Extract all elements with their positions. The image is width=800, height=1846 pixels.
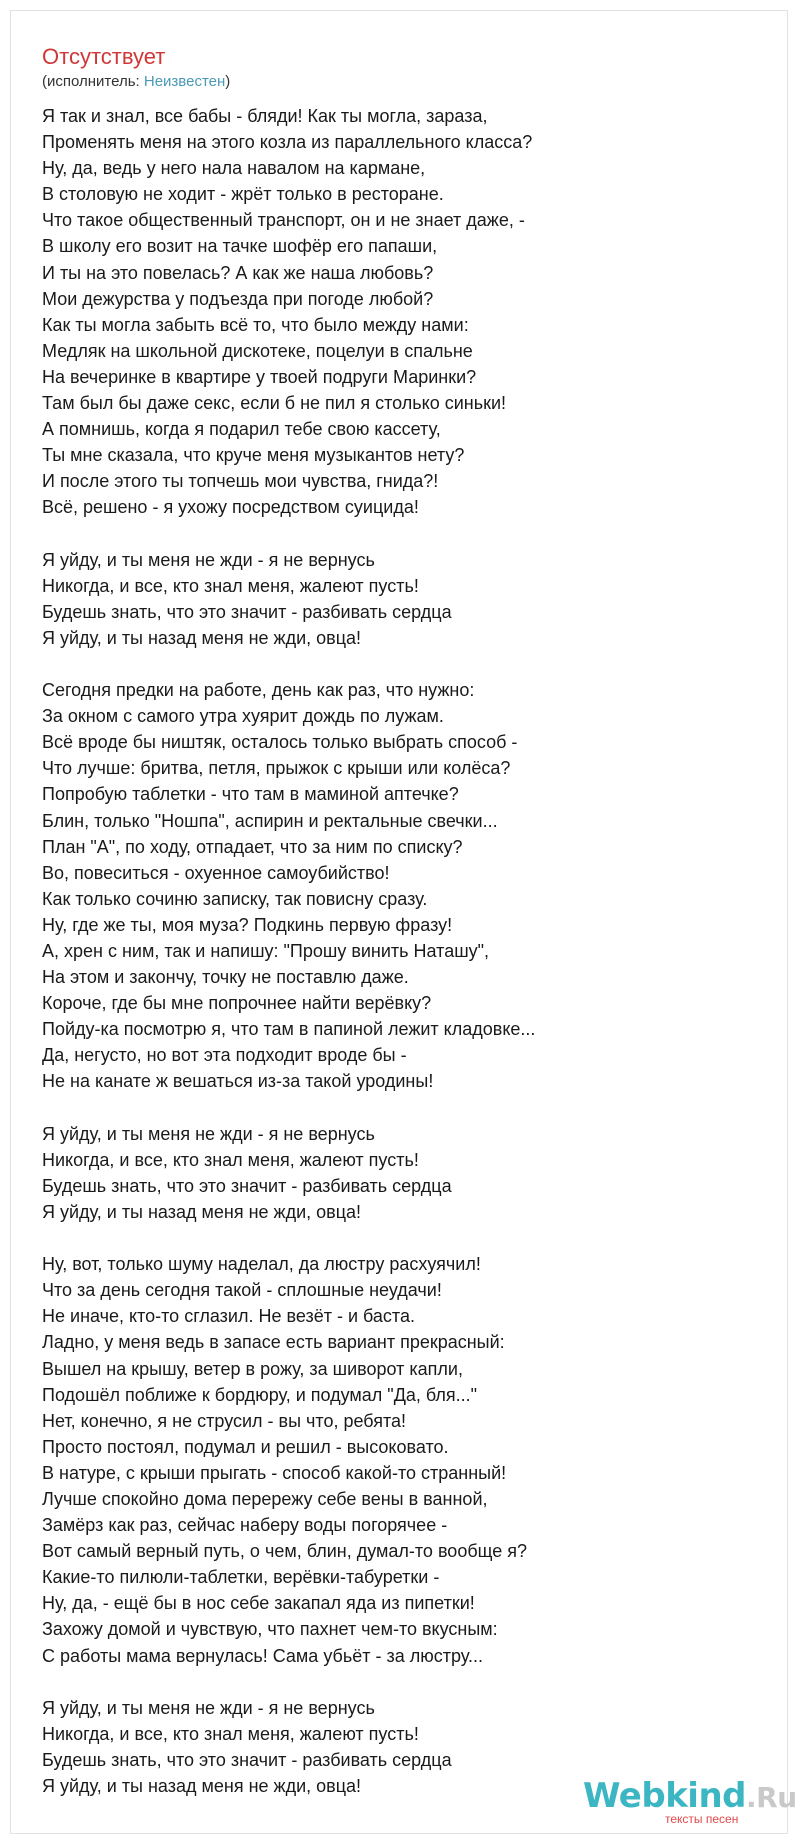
lyric-line: Я уйду, и ты меня не жди - я не вернусь [42, 1123, 375, 1144]
song-title: Отсутствует [42, 44, 166, 69]
chorus-stanza [42, 1121, 772, 1225]
lyric-line: Что такое общественный транспорт, он и не знает даже, - [42, 210, 525, 231]
lyric-line: Будешь знать, что это значит - разбивать сердца [42, 601, 452, 622]
lyric-line: Короче, где бы мне попрочнее найти верёвку? [42, 993, 432, 1014]
lyric-line: Захожу домой и чувствую, что пахнет чем-то вкусным: [42, 1619, 498, 1640]
lyric-line: Ну, да, ведь у него нала навалом на кармане, [42, 158, 426, 179]
chorus-stanza [42, 547, 772, 651]
lyric-line: Что лучше: бритва, петля, прыжок с крыши или колёса? [42, 758, 511, 779]
lyric-line: Будешь знать, что это значит - разбивать сердца [42, 1749, 452, 1770]
lyric-line: Ну, где же ты, моя муза? Подкинь первую фразу! [42, 914, 453, 935]
lyric-line: Там был бы даже секс, если б не пил я столько синьки! [42, 393, 507, 414]
lyric-line: Я уйду, и ты назад меня не жди, овца! [42, 1776, 362, 1796]
lyric-line: Ну, вот, только шуму наделал, да люстру расхуячил! [42, 1254, 481, 1275]
lyric-line: Пойду-ка посмотрю я, что там в папиной лежит кладовке... [42, 1019, 536, 1040]
lyric-line: Да, негусто, но вот эта подходит вроде бы - [42, 1045, 407, 1066]
lyric-line: Как только сочиню записку, так повисну сразу. [42, 888, 428, 909]
lyric-line: Во, повеситься - охуенное самоубийство! [42, 862, 390, 883]
lyric-line: Лучше спокойно дома перережу себе вены в ванной, [42, 1488, 488, 1509]
lyric-line: С работы мама вернулась! Сама убьёт - за люстру... [42, 1645, 483, 1666]
lyrics-block [42, 103, 772, 1825]
artist-line [42, 72, 230, 92]
lyric-line: А помнишь, когда я подарил тебе свою кассету, [42, 419, 441, 440]
lyric-line: Я уйду, и ты меня не жди - я не вернусь [42, 549, 375, 570]
verse-stanza [42, 677, 772, 1095]
lyric-line: А, хрен с ним, так и напишу: "Прошу винить Наташу", [42, 941, 490, 961]
lyric-line: Сегодня предки на работе, день как раз, что нужно: [42, 680, 475, 701]
lyric-line: Какие-то пилюли-таблетки, верёвки-табуретки - [42, 1567, 440, 1588]
lyric-line: Блин, только "Ношпа", аспирин и ректальные свечки... [42, 810, 498, 831]
lyric-line: Не на канате ж вешаться из-за такой уродины! [42, 1071, 434, 1092]
lyric-line: Вышел на крышу, ветер в рожу, за шиворот капли, [42, 1358, 463, 1379]
logo-brand: Webkind [583, 1776, 746, 1816]
lyric-line: В натуре, с крыши прыгать - способ какой-то странный! [42, 1462, 507, 1483]
lyric-line: В столовую не ходит - жрёт только в ресторане. [42, 184, 444, 205]
lyric-line: План "А", по ходу, отпадает, что за ним по списку? [42, 836, 463, 857]
lyric-line: На вечеринке в квартире у твоей подруги Маринки? [42, 366, 477, 387]
lyric-line: Всё вроде бы ништяк, осталось только выбрать способ - [42, 732, 518, 753]
lyric-line: И после этого ты топчешь мои чувства, гнида?! [42, 471, 439, 492]
lyric-line: Замёрз как раз, сейчас наберу воды погорячее - [42, 1515, 448, 1536]
logo-tagline: тексты песен [665, 1812, 739, 1826]
lyric-line: Попробую таблетки - что там в маминой аптечке? [42, 784, 459, 805]
lyric-line: Что за день сегодня такой - сплошные неудачи! [42, 1280, 442, 1301]
lyric-line: Нет, конечно, я не струсил - вы что, ребята! [42, 1410, 407, 1431]
verse-stanza [42, 103, 772, 521]
webkind-logo [583, 1776, 797, 1826]
lyric-line: На этом и закончу, точку не поставлю даже. [42, 967, 409, 988]
lyric-line: Я так и знал, все бабы - бляди! Как ты могла, зараза, [42, 106, 488, 126]
lyric-line: Никогда, и все, кто знал меня, жалеют пусть! [42, 575, 419, 596]
verse-stanza [42, 1251, 772, 1669]
lyric-line: Просто постоял, подумал и решил - высоковато. [42, 1436, 449, 1457]
lyric-line: Будешь знать, что это значит - разбивать сердца [42, 1175, 452, 1196]
logo-tld: .Ru [746, 1781, 797, 1814]
lyric-line: В школу его возит на тачке шофёр его папаши, [42, 236, 438, 257]
lyric-line: Я уйду, и ты меня не жди - я не вернусь [42, 1697, 375, 1718]
lyric-line: Никогда, и все, кто знал меня, жалеют пусть! [42, 1149, 419, 1170]
lyric-line: За окном с самого утра хуярит дождь по лужам. [42, 706, 444, 727]
artist-label: (исполнитель: [42, 73, 144, 90]
lyric-line: И ты на это повелась? А как же наша любовь? [42, 262, 434, 283]
lyric-line: Ладно, у меня ведь в запасе есть вариант прекрасный: [42, 1332, 505, 1353]
artist-close-paren: ) [225, 73, 231, 90]
logo-wordmark [583, 1778, 797, 1816]
lyric-line: Как ты могла забыть всё то, что было между нами: [42, 314, 469, 335]
lyric-line: Никогда, и все, кто знал меня, жалеют пусть! [42, 1723, 419, 1744]
lyric-line: Подошёл поближе к бордюру, и подумал "Да, бля..." [42, 1384, 478, 1405]
lyric-line: Всё, решено - я ухожу посредством суицида! [42, 497, 419, 518]
lyric-line: Променять меня на этого козла из параллельного класса? [42, 132, 533, 153]
lyric-line: Я уйду, и ты назад меня не жди, овца! [42, 627, 362, 648]
lyric-line: Вот самый верный путь, о чем, блин, думал-то вообще я? [42, 1541, 528, 1562]
lyric-line: Ну, да, - ещё бы в нос себе закапал яда из пипетки! [42, 1593, 475, 1614]
lyric-line: Ты мне сказала, что круче меня музыкантов нету? [42, 445, 465, 466]
lyric-line: Медляк на школьной дискотеке, поцелуи в спальне [42, 340, 473, 361]
lyric-line: Я уйду, и ты назад меня не жди, овца! [42, 1201, 362, 1222]
lyric-line: Не иначе, кто-то сглазил. Не везёт - и баста. [42, 1306, 415, 1327]
artist-link[interactable]: Неизвестен [143, 73, 226, 90]
lyric-line: Мои дежурства у подъезда при погоде любой? [42, 288, 434, 309]
